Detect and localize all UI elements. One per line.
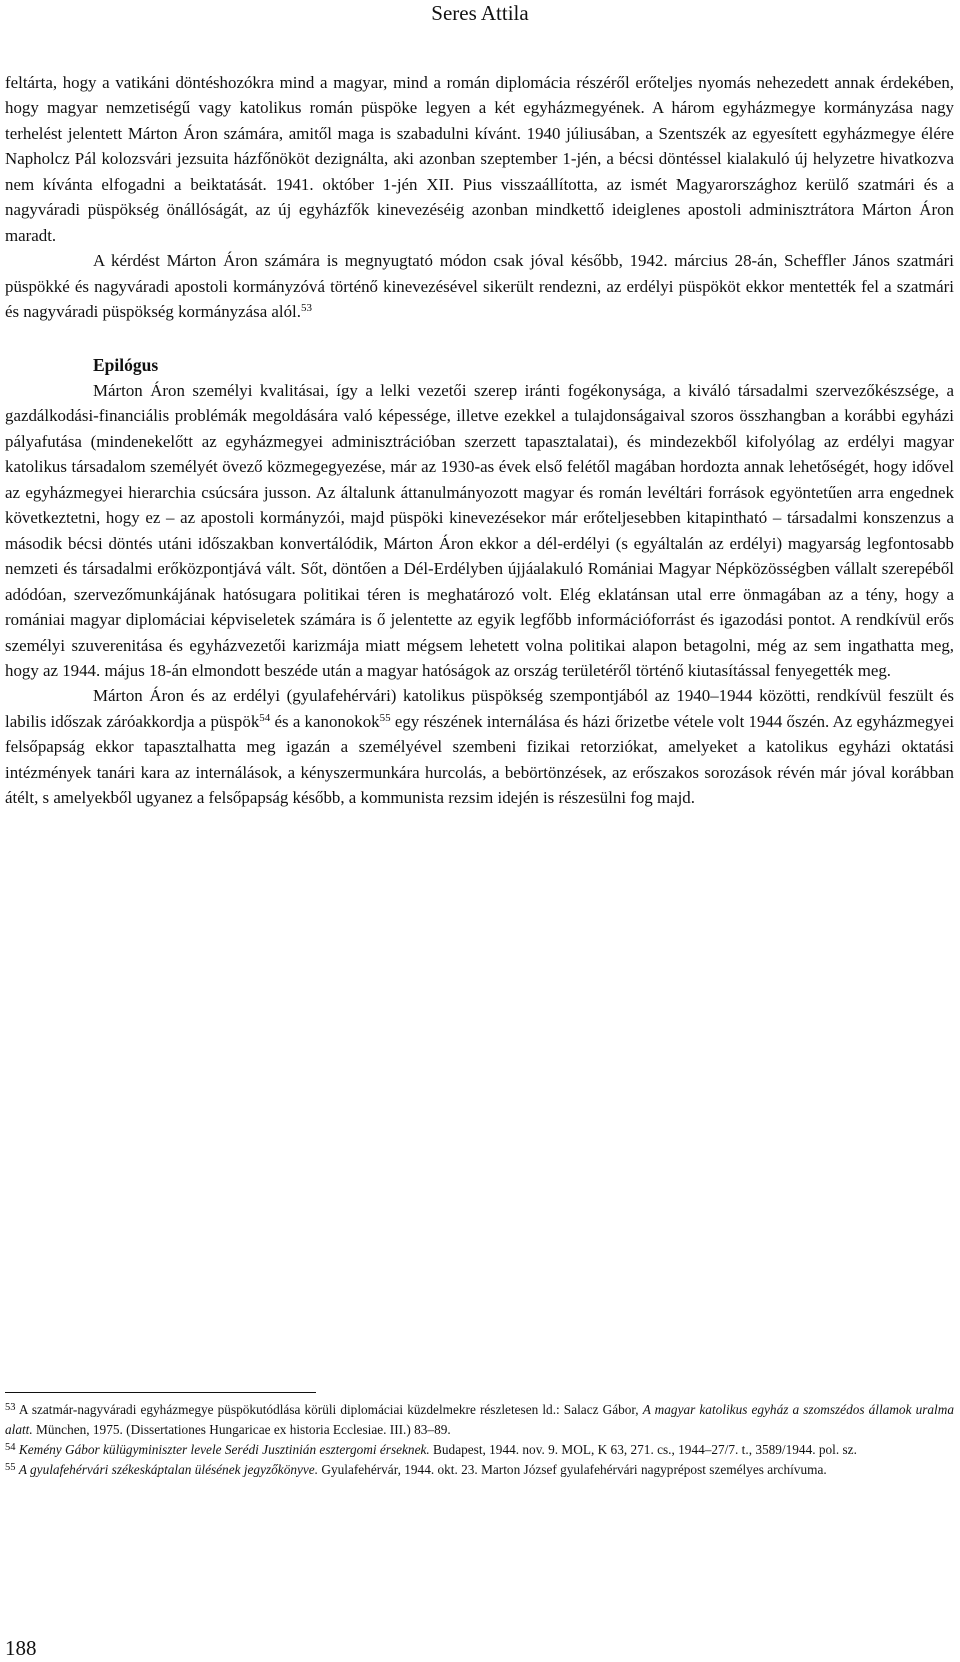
footnote-54: $^{54}$ Kemény Gábor külügyminiszter levele Serédi Jusztinián esztergomi érseknek. Budapest, 1944. nov. 9. MOL, K 63, 271. cs., 1944–27/7. t., 3589/1944. pol. sz. [5,1442,857,1457]
paragraph-3: Márton Áron személyi kvalitásai, így a lelki vezetői szerep iránti fogékonysága, a kiváló társadalmi szervezőkészsége, a gazdálkodási-financiális problémák megoldására való képessége, illetve ezekkel a tulajdonságaival szoros összhangban a korábbi egyházi pályafutása (mindenekelőtt az egyházmegyei adminisztrációban szerzett tapasztalatai), és mindezekből kifolyólag az erdélyi magyar katolikus társadalom személyét övező közmegegyezése, már az 1930-as évek első felétől magában hordozta annak lehetőségét, hogy idővel az egyházmegyei hierarchia csúcsára jusson. Az általunk áttanulmányozott magyar és román levéltári források egyöntetűen arra engednek következtetni, hogy ez – az apostoli kormányzói, majd püspöki kinevezésekor már erőteljesebben kitapintható – társadalmi konszenzus a második bécsi döntés utáni időszakban konvertálódik, Márton Áron ekkor a dél-erdélyi (s egyáltalán az erdélyi) magyarság legfontosabb nemzeti és társadalmi erőközpontjává vált. Sőt, döntően a Dél-Erdélyben újjáalakuló Romániai Magyar Népközösségben vállalt szerepéből adódóan, szervezőmunkájának hatósugara politikai téren is meghatározó volt. Elég eklatánsan utal erre önmagában az a tény, hogy a romániai magyar diplomáciai képviseletek számára is ő jelentette az egyik legfőbb információforrást és igazodási pontot. A rendkívül erős személyi szuverenitása és egyházvezetői karizmája miatt mégsem lehetett volna politikai alapon betagolni, még az sem ingathatta meg, hogy az 1944. május 18-án elmondott beszéde után a magyar hatóságok az ország területéről történő kiutasítással fenyegették meg. [5,380,954,680]
footnote-ref-54[interactable]: 54 [259,711,271,724]
section-heading-epilogus: Epilógus [93,354,159,375]
page-number: 188 [5,1636,37,1660]
footnotes [5,1400,954,1480]
body-text [5,70,954,811]
footnote-55: $^{55}$ A gyulafehérvári székeskáptalan ülésének jegyzőkönyve. Gyulafehérvár, 1944. okt. 23. Marton József gyulafehérvári nagyprépost személyes archívuma. [5,1462,827,1477]
paragraph-4: Márton Áron és az erdélyi (gyulafehérvári) katolikus püspökség szempontjából az 1940–1944 közötti, rendkívül feszült és labilis időszak záróakkordja a püspök$^{54}$ és a kanonokok$^{55}$ egy részének internálása és házi őrizetbe vétele volt 1944 őszén. Az egyházmegyei felsőpapság ekkor tapasztalhatta meg igazán a személyével szembeni fizikai retorziókat, amelyeket a katolikus egyházi oktatási intézmények tanári kara az internálások, a kényszermunkára hurcolás, a bebörtönzések, az erőszakos sorozások révén már jóval korábban átélt, s amelyekből ugyanez a felsőpapság később, a kommunista rezsim idején is részesülni fog majd. [5,686,955,808]
paragraph-2: A kérdést Márton Áron számára is megnyugtató módon csak jóval később, 1942. március 28-án, Scheffler János szatmári püspökké és nagyváradi apostoli kormányzóvá történő kinevezésével sikerült rendezni, az erdélyi püspököt ekkor mentették fel a szatmári és nagyváradi püspökség kormányzása alól.$^{53}$ [5,251,954,322]
footnote-53: $^{53}$ A szatmár-nagyváradi egyházmegye püspökutódlása körüli diplomáciai küzdelmekre részletesen ld.: Salacz Gábor, A magyar katolikus egyház a szomszédos államok uralma alatt. München, 1975. (Dissertationes Hungaricae ex historia Ecclesiae. III.) 83–89. [5,1402,954,1437]
footnote-ref-55[interactable]: 55 [379,711,391,724]
footnote-ref-53[interactable]: 53 [300,302,312,315]
footnote-separator [5,1392,316,1393]
running-header: Seres Attila [431,1,529,25]
paragraph-1: feltárta, hogy a vatikáni döntéshozókra mind a magyar, mind a román diplomácia részéről erőteljes nyomás nehezedett annak érdekében, hogy magyar nemzetiségű vagy katolikus román püspöke legyen a két egyházmegyének. A három egyházmegye kormányzása nagy terhelést jelentett Márton Áron számára, amitől maga is szabadulni kívánt. 1940 júliusában, a Szentszék az egyesített egyházmegye élére Napholcz Pál kolozsvári jezsuita házfőnököt dezignálta, aki azonban szeptember 1-jén, a bécsi döntéssel kialakuló új helyzetre hivatkozva nem kívánta elfogadni a beiktatását. 1941. október 1-jén XII. Pius visszaállította, az ismét Magyarországhoz kerülő szatmári és a nagyváradi püspökség önállóságát, az új egyházfők kinevezéséig azonban mindkettő ideiglenes apostoli adminisztrátora Márton Áron maradt. [5,73,954,245]
